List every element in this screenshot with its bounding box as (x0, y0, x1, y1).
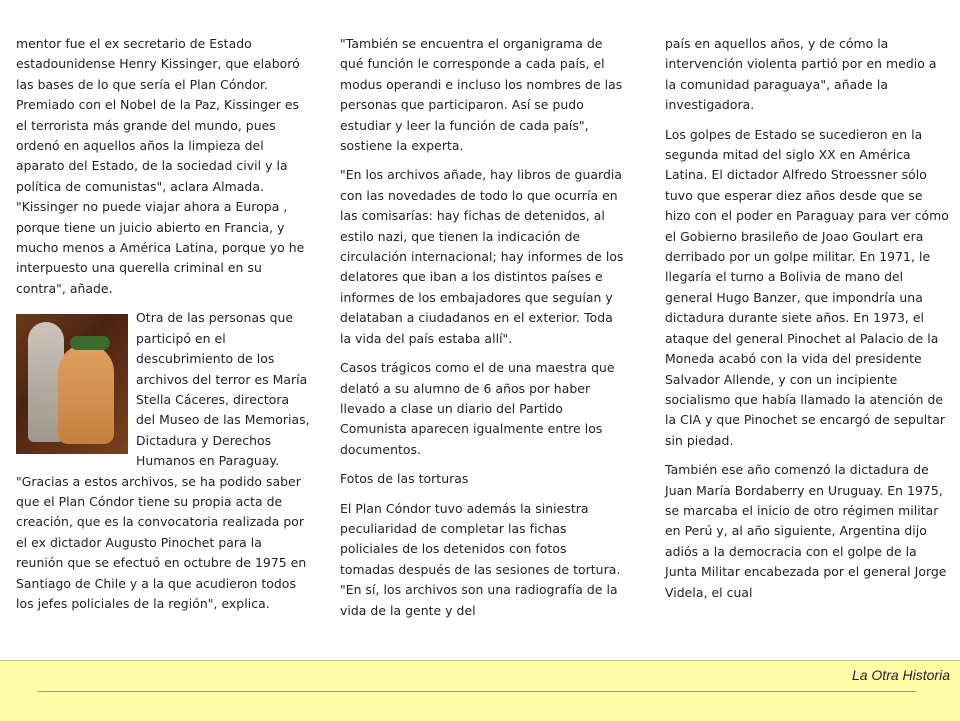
footer-brand: La Otra Historia (851, 667, 950, 683)
paragraph: mentor fue el ex secretario de Estado estadounidense Henry Kissinger, que elaboró las bases de lo que sería el Plan Cóndor. Premiado con el Nobel de la Paz, Kissinger es el terrorista más grande del mundo, pues ordenó en aquellos años la limpieza del aparato del Estado, de la sociedad civil y la política de comunistas", aclara Almada. "Kissinger no puede viajar ahora a Europa , porque tiene un juicio abierto en Francia, y mucho menos a América Latina, porque yo he interpuesto una querella criminal en su contra", añade. (16, 36, 305, 296)
paragraph: Otra de las personas que participó en el descubrimiento de los archivos del terror es María Stella Cáceres, directora del Museo de las Memorias, Dictadura y Derechos Humanos en Paraguay. "Gracias a estos archivos, se ha podido saber que el Plan Cóndor tiene su propia acta de creación, que es la convocatoria realizada por el ex dictador Augusto Pinochet para la reunión que se efectuó en octubre de 1975 en Santiago de Chile y a la que acudieron todos los jefes policiales de la región", explica. (16, 310, 310, 611)
paragraph: Casos trágicos como el de una maestra que delató a su alumno de 6 años por haber llevado a clase un diario del Partido Comunista aparecen igualmente entre los documentos. (340, 360, 615, 457)
footer-divider (38, 691, 916, 692)
section-heading: Fotos de las torturas (340, 471, 469, 487)
paragraph: El Plan Cóndor tuvo además la siniestra peculiaridad de completar las fichas policiales de los detenidos con fotos tomadas después de las sesiones de tortura. "En sí, los archivos son una radiografía de la vida de la gente y del (340, 500, 621, 618)
blindfold (70, 336, 110, 350)
text-column-2 (340, 34, 624, 630)
paragraph: "En los archivos añade, hay libros de guardia con las novedades de todo lo que ocurría en las comisarías: hay fichas de detenidos, al estilo nazi, que tienen la indicación de circulación internacional; hay informes de los delatores que iban a los distintos países e informes de los embajadores que seguían y delataban a ciudadanos en el exterior. Toda la vida del país estaba allí". (340, 167, 624, 346)
paragraph: Los golpes de Estado se sucedieron en la segunda mitad del siglo XX en América Latina. El dictador Alfredo Stroessner sólo tuvo que esperar diez años desde que se hizo con el poder en Paraguay para ver cómo el Gobierno brasileño de Joao Goulart era derribado por un golpe militar. En 1971, le llegaría el turno a Bolivia de mano del general Hugo Banzer, que impondría una dictadura durante siete años. En 1973, el ataque del general Pinochet al Palacio de la Moneda acabó con la vida del presidente Salvador Allende, y con un incipiente socialismo que había llamado la atención de la CIA y que Pinochet se encargó de sepultar sin piedad. (665, 126, 949, 448)
paragraph: También ese año comenzó la dictadura de Juan María Bordaberry en Uruguay. En 1975, se marcaba el inicio de otro régimen militar en Perú y, al año siguiente, Argentina dijo adiós a la democracia con el golpe de la Junta Militar encabezada por el general Jorge Videla, el cual (665, 462, 947, 600)
paragraph: "También se encuentra el organigrama de qué función le corresponde a cada país, el modus operandi e incluso los nombres de las personas que participaron. Así se pudo estudiar y leer la función de cada país", sostiene la experta. (340, 36, 623, 154)
text-column-1 (16, 34, 312, 623)
man-figure (58, 344, 114, 444)
paragraph: país en aquellos años, y de cómo la intervención violenta partió por en medio a la comunidad paraguaya", añade la investigadora. (665, 36, 937, 113)
text-column-3 (665, 34, 950, 612)
painting-image (16, 314, 128, 454)
footer-bar (0, 660, 960, 721)
